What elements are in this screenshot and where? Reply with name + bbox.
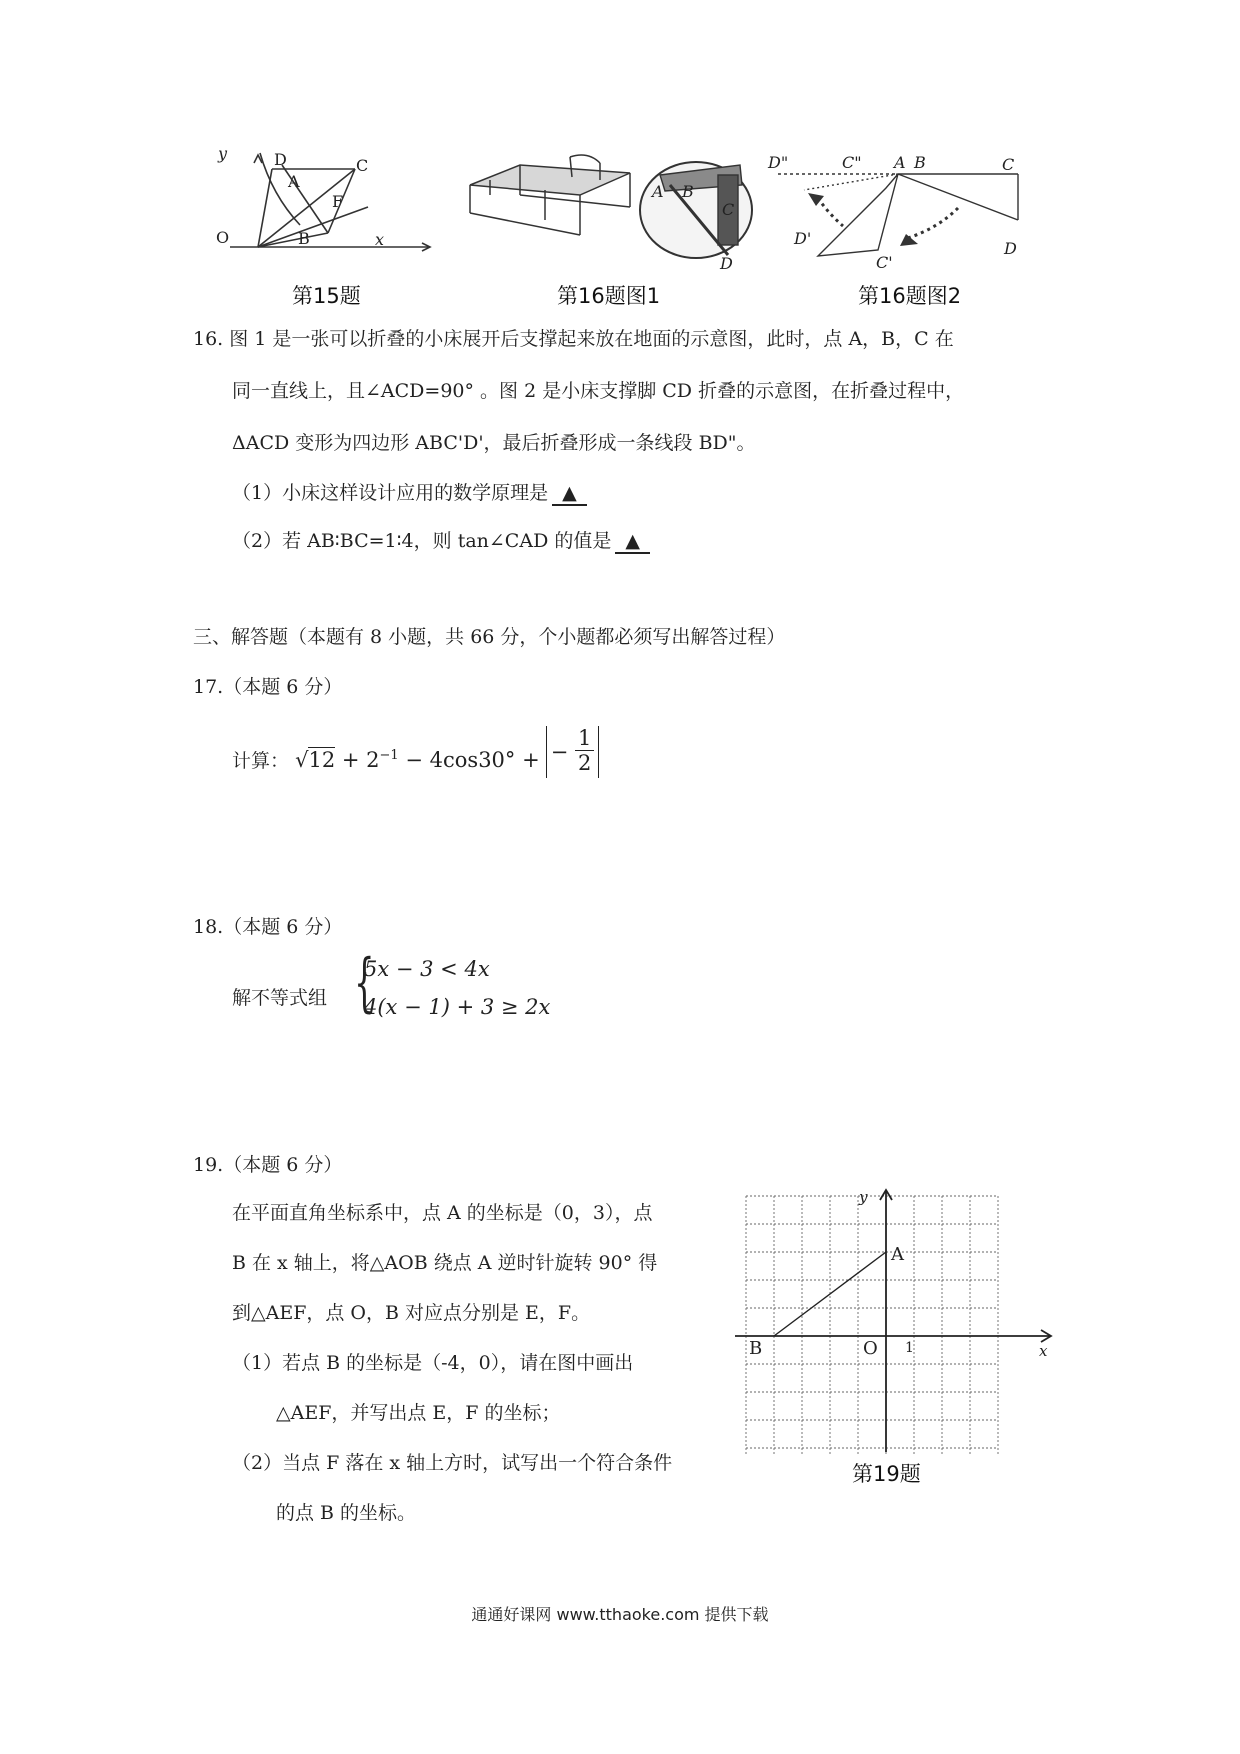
figure-q15 — [216, 144, 440, 275]
q19-label-one: 1 — [905, 1340, 914, 1356]
q19-title: 19.（本题 6 分） — [193, 1154, 343, 1176]
q15-label-F: F — [332, 192, 344, 211]
q19-label-B: B — [749, 1338, 763, 1359]
q19-label-x: x — [1039, 1342, 1048, 1360]
q17-exponent: −1 — [379, 748, 399, 763]
caption-q16-2: 第16题图2 — [858, 284, 962, 308]
q16-sub-2 — [232, 526, 650, 554]
q16-1-label-D: D — [720, 254, 733, 273]
q16-2-label-B: B — [914, 153, 926, 172]
q17-title: 17.（本题 6 分） — [193, 676, 343, 698]
q16-1-label-B: B — [682, 182, 694, 201]
q18-prompt: 解不等式组 — [232, 987, 328, 1009]
q16-2-label-D2: D" — [768, 153, 789, 172]
q19-label-O: O — [863, 1338, 878, 1359]
q19-label-y: y — [859, 1188, 868, 1206]
caption-q15: 第15题 — [292, 284, 361, 308]
section-3-heading: 三、解答题（本题有 8 小题，共 66 分，个小题都必须写出解答过程） — [193, 626, 786, 648]
q17-term-c: − 4cos30° + — [405, 748, 540, 772]
figure-q16-2 — [768, 153, 1038, 272]
q19-line-2: B 在 x 轴上，将△AOB 绕点 A 逆时针旋转 90° 得 — [232, 1252, 658, 1274]
q15-label-y: y — [218, 144, 228, 163]
q19-sub-1b: △AEF，并写出点 E，F 的坐标； — [276, 1402, 561, 1424]
q19-sub-2a: （2）当点 F 落在 x 轴上方时，试写出一个符合条件 — [232, 1452, 673, 1474]
q17-expression: 计算： $√12 + 2^{-1} - 4\cos 30^\circ$ + − $\frac{1}{2}$ — [232, 730, 599, 786]
q19-line-1: 在平面直角坐标系中，点 A 的坐标是（0，3），点 — [232, 1202, 653, 1224]
q16-1-label-A: A — [652, 182, 664, 201]
q16-line-2: 同一直线上，且∠ACD=90° 。图 2 是小床支撑脚 CD 折叠的示意图，在折叠过程中， — [232, 380, 965, 402]
q16-2-label-D: D — [1004, 239, 1017, 258]
folding-bed-drawing — [470, 155, 630, 235]
q15-label-B: B — [298, 229, 310, 248]
q16-2-label-A: A — [894, 153, 906, 172]
q16-sub-1 — [232, 478, 587, 506]
q17-abs-minus: − — [550, 740, 569, 764]
answer-blank-1[interactable]: ▲ — [552, 482, 587, 506]
q16-line-3: ΔACD 变形为四边形 ABC'D'，最后折叠形成一条线段 BD"。 — [232, 432, 756, 454]
q17-term-b: + 2 — [341, 748, 380, 772]
q16-2-label-D1: D' — [794, 229, 812, 248]
caption-q19: 第19题 — [852, 1462, 921, 1486]
figure-q16-1 — [460, 155, 755, 273]
q15-label-D: D — [274, 150, 287, 169]
q15-label-A: A — [288, 172, 300, 191]
q16-sub-1-text: （1）小床这样设计应用的数学原理是 — [232, 482, 549, 504]
caption-q16-1: 第16题图1 — [557, 284, 661, 308]
q15-label-C: C — [356, 156, 369, 175]
q17-frac-den: 2 — [578, 751, 592, 775]
q19-label-A: A — [891, 1244, 904, 1265]
q18-title: 18.（本题 6 分） — [193, 916, 343, 938]
q15-label-x: x — [375, 230, 385, 249]
q16-2-label-C: C — [1002, 155, 1015, 174]
q17-prompt: 计算： — [232, 750, 290, 772]
answer-blank-2[interactable]: ▲ — [615, 530, 650, 554]
q16-1-label-C: C — [722, 200, 735, 219]
q18-inequality-1: 5x − 3 < 4x — [364, 957, 490, 981]
q16-line-1: 16. 图 1 是一张可以折叠的小床展开后支撑起来放在地面的示意图，此时，点 A，B，C 在 — [193, 328, 954, 350]
page-footer: 通通好课网 www.tthaoke.com 提供下载 — [471, 1605, 769, 1624]
q16-2-label-C1: C' — [876, 253, 893, 272]
q16-sub-2-text: （2）若 AB∶BC=1∶4，则 tan∠CAD 的值是 — [232, 530, 612, 552]
q19-sub-2b: 的点 B 的坐标。 — [276, 1502, 417, 1524]
q18-inequality-2: 4(x − 1) + 3 ≥ 2x — [364, 995, 551, 1019]
q15-label-O: O — [216, 228, 230, 247]
q17-frac-num: 1 — [575, 726, 594, 751]
q19-line-3: 到△AEF，点 O，B 对应点分别是 E，F。 — [232, 1302, 591, 1324]
figure-q19-grid — [735, 1190, 1055, 1452]
q17-sqrt-arg: 12 — [308, 748, 336, 772]
q16-2-label-C2: C" — [842, 153, 862, 172]
q19-sub-1a: （1）若点 B 的坐标是（-4，0），请在图中画出 — [232, 1352, 634, 1374]
q18-brace: { — [354, 946, 375, 1020]
